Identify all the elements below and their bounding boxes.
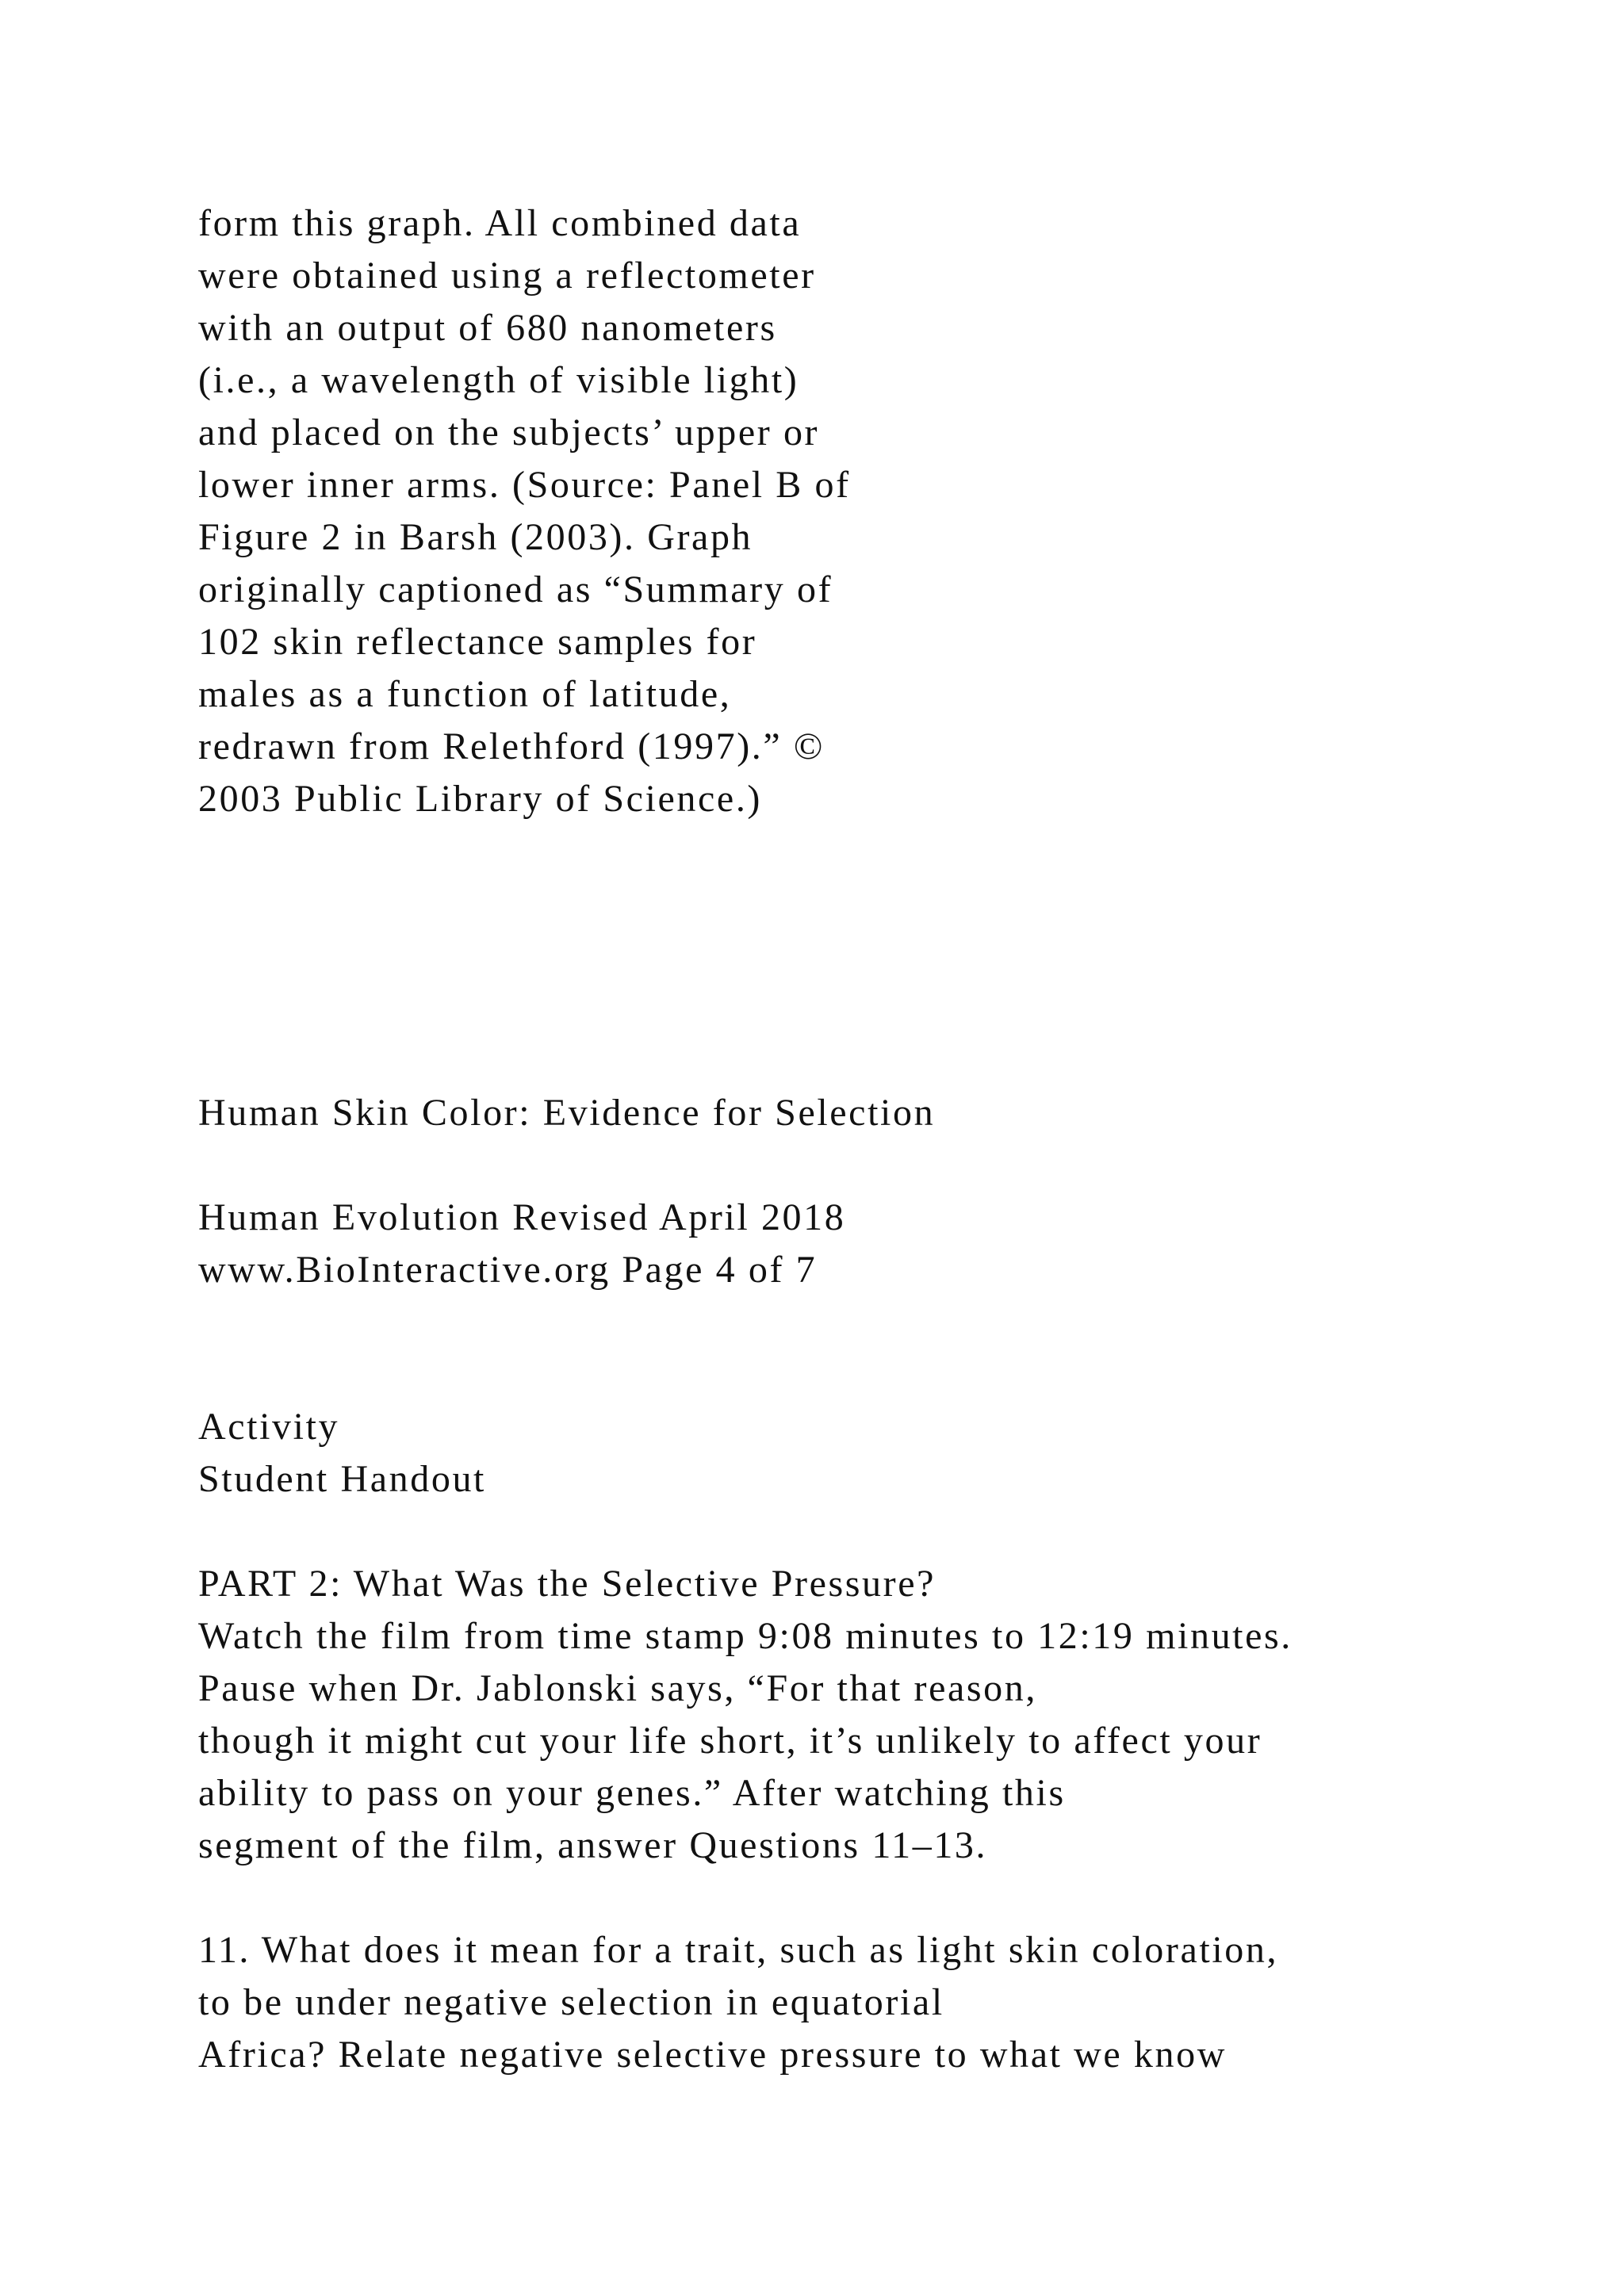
caption-line: with an output of 680 nanometers <box>198 307 777 349</box>
caption-line: lower inner arms. (Source: Panel B of <box>198 464 851 506</box>
caption-line: 2003 Public Library of Science.) <box>198 778 763 820</box>
section-heading: PART 2: What Was the Selective Pressure? <box>198 1563 936 1605</box>
caption-line: Figure 2 in Barsh (2003). Graph <box>198 516 753 558</box>
instruction-line: though it might cut your life short, it’s unlikely to affect your <box>198 1720 1262 1762</box>
instruction-line: Watch the film from time stamp 9:08 minutes to 12:19 minutes. <box>198 1615 1293 1657</box>
revision-note: Human Evolution Revised April 2018 <box>198 1196 846 1238</box>
page-number: www.BioInteractive.org Page 4 of 7 <box>198 1249 818 1291</box>
question-line: to be under negative selection in equatorial <box>198 1981 944 2023</box>
student-handout-label: Student Handout <box>198 1458 486 1500</box>
instruction-line: ability to pass on your genes.” After watching this <box>198 1772 1066 1814</box>
instruction-line: Pause when Dr. Jablonski says, “For that reason, <box>198 1667 1037 1709</box>
caption-line: form this graph. All combined data <box>198 202 802 244</box>
caption-line: (i.e., a wavelength of visible light) <box>198 359 799 401</box>
question-line: Africa? Relate negative selective pressure to what we know <box>198 2034 1227 2076</box>
instruction-line: segment of the film, answer Questions 11–13. <box>198 1824 988 1866</box>
caption-line: were obtained using a reflectometer <box>198 254 816 297</box>
question-line: 11. What does it mean for a trait, such as light skin coloration, <box>198 1929 1279 1971</box>
caption-line: redrawn from Relethford (1997).” © <box>198 725 825 767</box>
caption-line: originally captioned as “Summary of <box>198 568 833 610</box>
document-title: Human Skin Color: Evidence for Selection <box>198 1092 936 1134</box>
caption-line: males as a function of latitude, <box>198 673 732 715</box>
caption-line: and placed on the subjects’ upper or <box>198 411 820 453</box>
activity-label: Activity <box>198 1406 340 1448</box>
caption-line: 102 skin reflectance samples for <box>198 621 757 663</box>
